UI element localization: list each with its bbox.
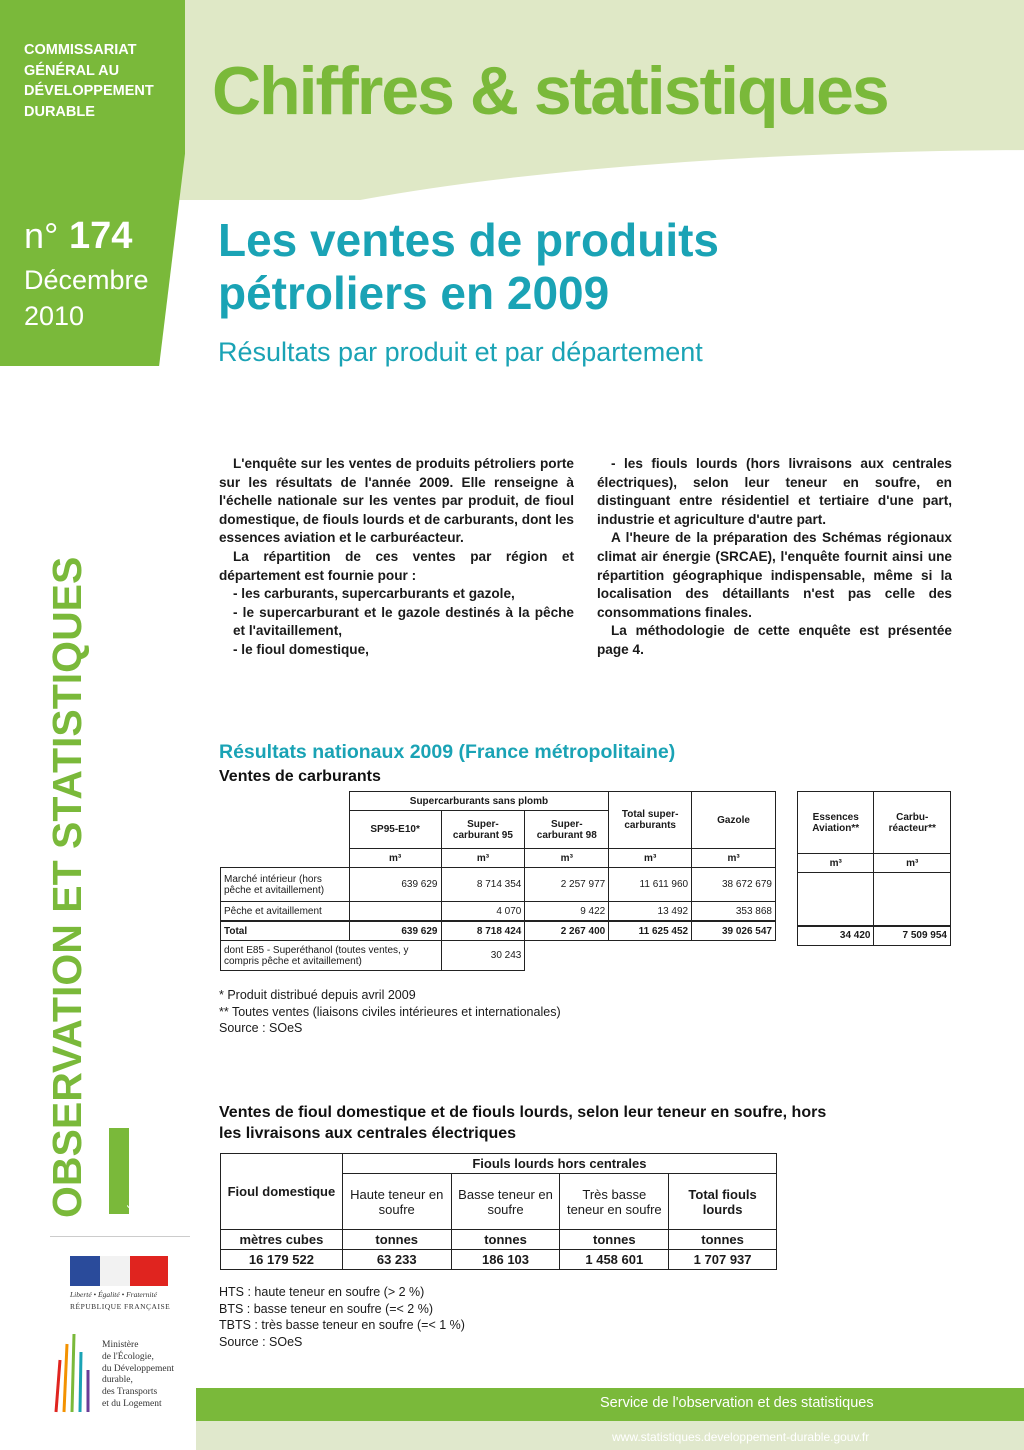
issue-month: Décembre [24, 265, 149, 295]
intro-paragraph: L'enquête sur les ventes de produits pétroliers porte sur les résultats de l'année 2009. Elle renseigne à l'échelle nationale sur les ventes par produit, de fioul domestique, de fiouls lourds et de carburants, dont les essences aviation et le carburéacteur. [219, 456, 574, 546]
table-cell [349, 902, 441, 922]
heading-line: Ventes de fioul domestique et de fiouls lourds, selon leur teneur en soufre, hors [219, 1104, 827, 1121]
column-header: Total super-carburants [609, 792, 692, 849]
column-header: Haute teneur en soufre [342, 1174, 451, 1230]
table-row-e85 [221, 941, 776, 971]
unit-cell: m³ [349, 849, 441, 868]
ministry-line: du Développement [102, 1363, 175, 1374]
row-label: Marché intérieur (hors pêche et avitaillement) [221, 868, 350, 902]
intro-list-item: - les carburants, supercarburants et gazole, [233, 586, 515, 602]
org-line: DÉVELOPPEMENT [24, 83, 154, 99]
table-cell: 30 243 [441, 941, 525, 971]
table-cell: 8 718 424 [441, 921, 525, 941]
table-cell: 34 420 [798, 926, 874, 946]
table-title-fiouls [219, 1102, 826, 1144]
unit-cell: tonnes [451, 1230, 560, 1250]
table-cell: 9 422 [525, 902, 609, 922]
org-line: DURABLE [24, 103, 95, 120]
intro-list-item: - le fioul domestique, [233, 641, 369, 657]
table-cell: 1 458 601 [560, 1250, 669, 1270]
table-cell: 639 629 [349, 868, 441, 902]
table-cell: 2 257 977 [525, 868, 609, 902]
heading-line: les livraisons aux centrales électriques [219, 1125, 517, 1142]
unit-cell: m³ [798, 854, 874, 873]
marianne-icon [100, 1256, 130, 1286]
table-cell: 639 629 [349, 921, 441, 941]
flag-blue-icon [70, 1256, 100, 1286]
issue-number [24, 215, 132, 258]
table-fiouls [220, 1153, 777, 1270]
ministry-line: et du Logement [102, 1398, 162, 1409]
theme-badge [109, 1128, 129, 1214]
table-cell: 11 611 960 [609, 868, 692, 902]
republic-motto: Liberté • Égalité • Fraternité [70, 1290, 157, 1299]
ministry-line: de l'Écologie, [102, 1351, 154, 1362]
table-cell: 7 509 954 [874, 926, 951, 946]
section-heading-national: Résultats nationaux 2009 (France métropolitaine) [219, 741, 676, 763]
column-header: Basse teneur en soufre [451, 1174, 560, 1230]
source-note: Source : SOeS [219, 1021, 303, 1035]
column-header: Très basse teneur en soufre [560, 1174, 669, 1230]
footnote: HTS : haute teneur en soufre (> 2 %) [219, 1285, 425, 1299]
table-cell: 38 672 679 [692, 868, 776, 902]
unit-cell: tonnes [560, 1230, 669, 1250]
table-cell: 353 868 [692, 902, 776, 922]
unit-cell: mètres cubes [221, 1230, 343, 1250]
unit-cell: m³ [525, 849, 609, 868]
table-cell: 2 267 400 [525, 921, 609, 941]
footnote: * Produit distribué depuis avril 2009 [219, 988, 416, 1002]
table-notes-carburants [219, 987, 561, 1037]
table-notes-fiouls [219, 1284, 465, 1350]
empty-cell [874, 873, 951, 926]
vertical-series-label: OBSERVATION ET STATISTIQUES [44, 556, 90, 1218]
footnote: TBTS : très basse teneur en soufre (=< 1 %) [219, 1318, 465, 1332]
issue-value: 174 [68, 215, 133, 257]
table-carburants [220, 791, 776, 971]
table-row [221, 902, 776, 922]
table-corner [221, 792, 350, 868]
ministry-line: durable, [102, 1375, 133, 1386]
ministry-logo-icon [50, 1330, 98, 1418]
table-cell: 186 103 [451, 1250, 560, 1270]
table-title-carburants: Ventes de carburants [219, 768, 381, 785]
empty-cell [798, 873, 874, 926]
column-header: Carbu-réacteur** [874, 792, 951, 854]
table-row [221, 1250, 777, 1270]
table-row-total [221, 921, 776, 941]
table-cell: 1 707 937 [669, 1250, 777, 1270]
issue-year: 2010 [24, 301, 85, 331]
unit-cell: m³ [609, 849, 692, 868]
unit-cell: m³ [692, 849, 776, 868]
republic-name: RÉPUBLIQUE FRANÇAISE [70, 1302, 171, 1311]
intro-list-item: - le supercarburant et le gazole destinés à la pêche et l'avitaillement, [233, 604, 574, 639]
footnote: ** Toutes ventes (liaisons civiles intérieures et internationales) [219, 1004, 561, 1019]
table-cell: 4 070 [441, 902, 525, 922]
flag-red-icon [130, 1256, 168, 1286]
table-group-header: Supercarburants sans plomb [349, 792, 609, 811]
org-line: COMMISSARIAT [24, 42, 137, 58]
issue-prefix: n° [24, 215, 59, 256]
source-note: Source : SOeS [219, 1334, 303, 1349]
ministry-line: Ministère [102, 1340, 139, 1350]
empty-cell [525, 941, 609, 971]
column-header: Super-carburant 98 [525, 811, 609, 849]
column-header: Super-carburant 95 [441, 811, 525, 849]
table-cell: 16 179 522 [221, 1250, 343, 1270]
theme-label: ÉNERGIE [127, 1153, 141, 1211]
unit-cell: tonnes [669, 1230, 777, 1250]
intro-column-right [597, 455, 952, 660]
ministry-name [102, 1340, 174, 1411]
table-aviation [797, 791, 951, 946]
footer-url-link[interactable]: www.statistiques.developpement-durable.gouv.fr [612, 1430, 870, 1444]
unit-cell: tonnes [342, 1230, 451, 1250]
intro-paragraph: La répartition de ces ventes par région et département est fournie pour : [219, 548, 574, 583]
table-cell: 13 492 [609, 902, 692, 922]
row-label: Total [221, 921, 350, 941]
empty-cell [609, 941, 692, 971]
publication-brand: Chiffres & statistiques [212, 53, 888, 129]
intro-column-left [219, 455, 574, 660]
column-header: Essences Aviation** [798, 792, 874, 854]
row-label: Pêche et avitaillement [221, 902, 350, 922]
intro-paragraph: A l'heure de la préparation des Schémas régionaux climat air énergie (SRCAE), l'enquête fournit ainsi une répartition géographique indispensable, même si la localisation des détaillants n'est pas celle des consommations finales. [597, 530, 952, 620]
empty-cell [692, 941, 776, 971]
table-cell: 11 625 452 [609, 921, 692, 941]
organisation-name [24, 40, 184, 122]
row-label: dont E85 - Superéthanol (toutes ventes, y compris pêche et avitaillement) [221, 941, 442, 971]
title-line: pétroliers en 2009 [218, 267, 610, 319]
column-header: Gazole [692, 792, 776, 849]
unit-cell: m³ [441, 849, 525, 868]
column-header: SP95-E10* [349, 811, 441, 849]
table-group-header: Fiouls lourds hors centrales [342, 1154, 776, 1174]
table-cell: 39 026 547 [692, 921, 776, 941]
intro-list-item: - les fiouls lourds (hors livraisons aux centrales électriques), selon leur teneur en soufre, en distinguant entre résidentiel et tertiaire d'une part, industrie et agriculture d'autre part. [597, 456, 952, 527]
table-row [221, 868, 776, 902]
table-cell: 8 714 354 [441, 868, 525, 902]
intro-paragraph: La méthodologie de cette enquête est présentée page 4. [597, 623, 952, 657]
ministry-line: des Transports [102, 1387, 158, 1398]
page-title [218, 214, 978, 320]
footnote: BTS : basse teneur en soufre (=< 2 %) [219, 1301, 434, 1316]
footer-service-name: Service de l'observation et des statistiques [600, 1395, 874, 1411]
table-cell: 63 233 [342, 1250, 451, 1270]
column-header: Fioul domestique [221, 1154, 343, 1230]
title-line: Les ventes de produits [218, 214, 720, 266]
table-row-total [798, 926, 951, 946]
column-header: Total fiouls lourds [669, 1174, 777, 1230]
unit-cell: m³ [874, 854, 951, 873]
org-line: GÉNÉRAL AU [24, 62, 120, 79]
page-subtitle: Résultats par produit et par département [218, 337, 703, 367]
footer-band [196, 1421, 1024, 1450]
